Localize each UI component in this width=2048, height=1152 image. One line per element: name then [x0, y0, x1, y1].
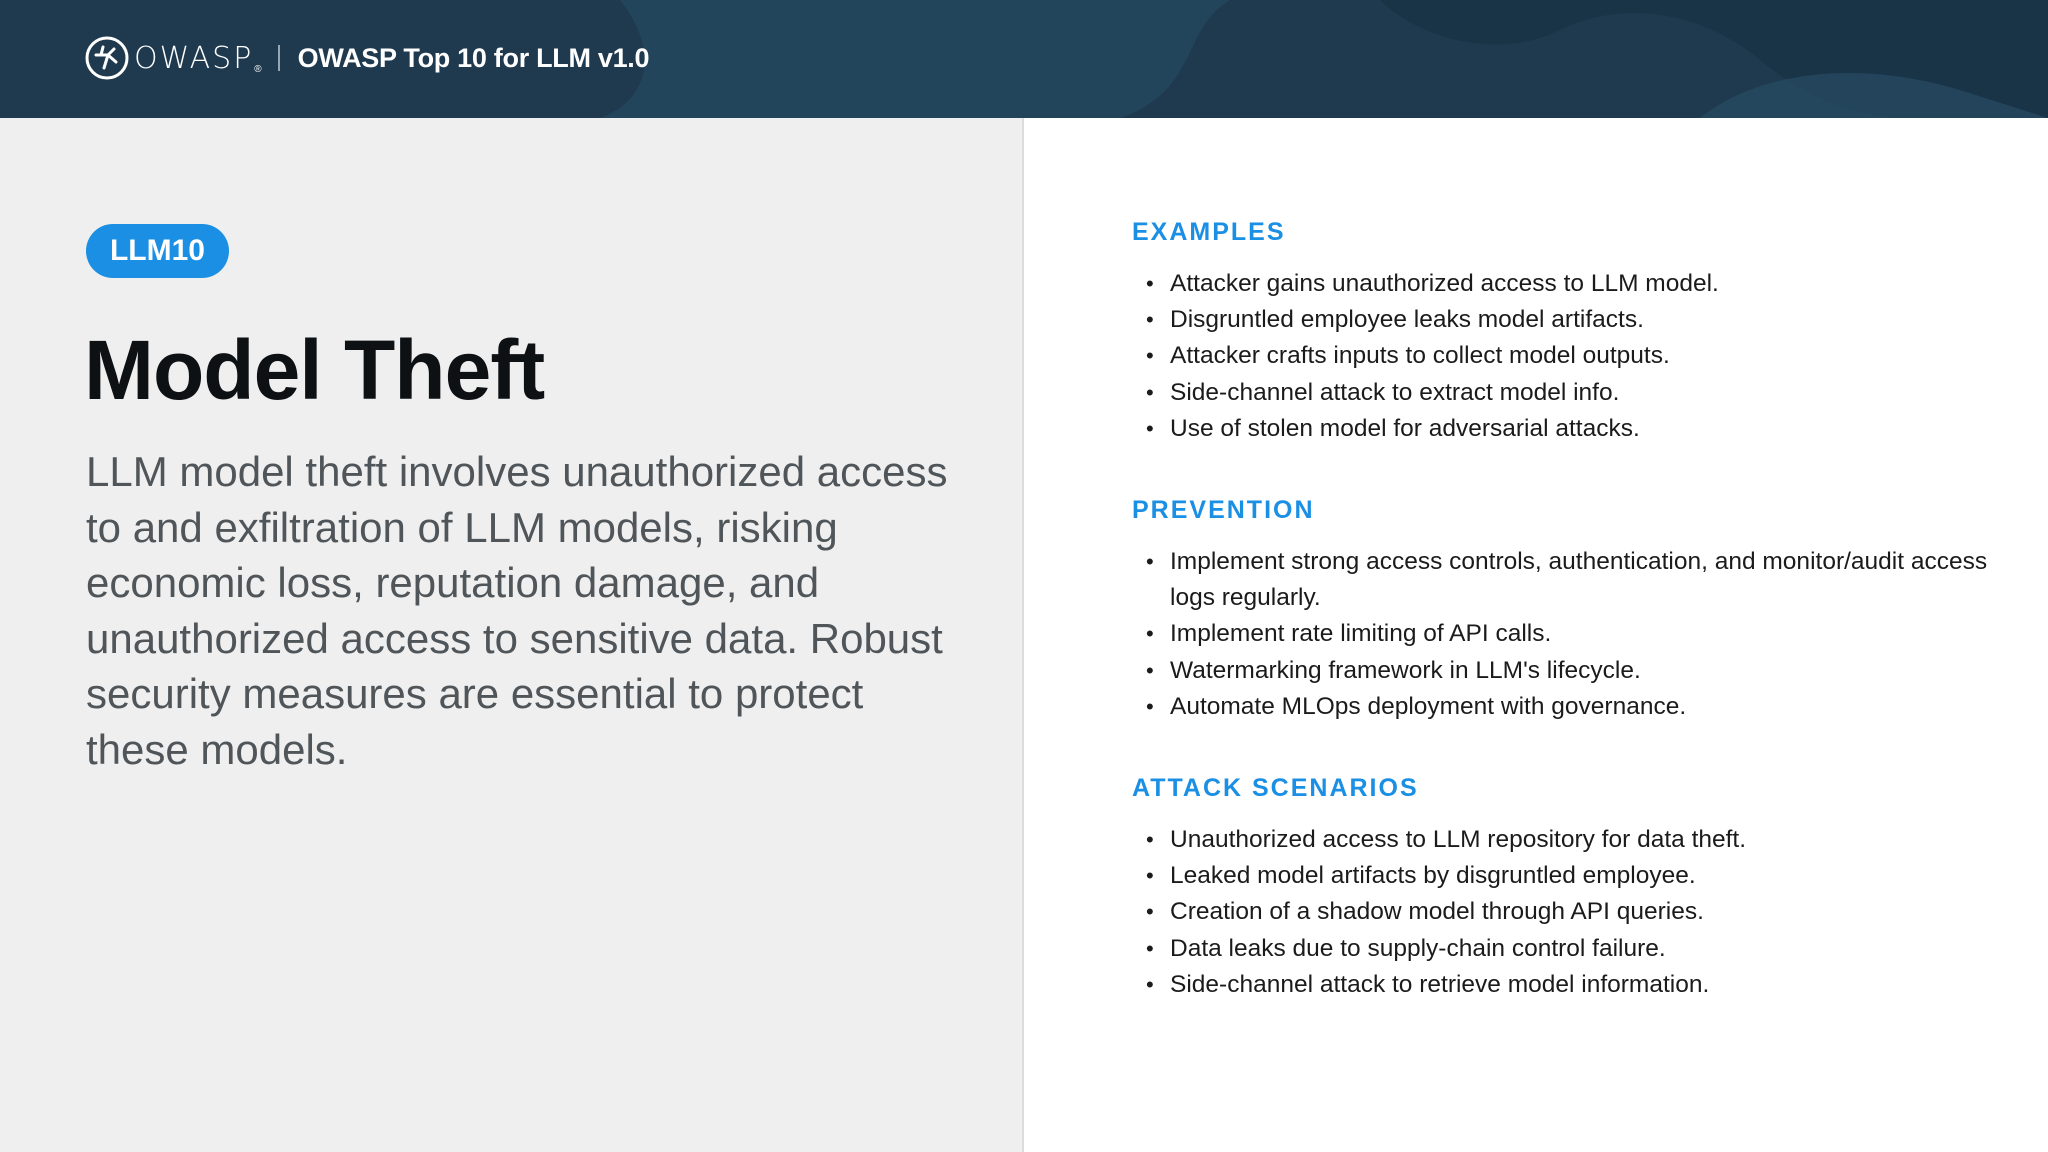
risk-id-badge: LLM10 [86, 224, 229, 278]
list-item: • Automate MLOps deployment with governance. [1132, 689, 1992, 725]
prevention-list [1132, 544, 1992, 725]
bullet-icon: • [1146, 549, 1154, 574]
header-separator [278, 45, 280, 71]
owasp-wasp-icon [84, 35, 130, 81]
header-bar [0, 0, 2048, 118]
list-item: • Side-channel attack to extract model info. [1132, 375, 1992, 411]
logo-wordmark: OWASP [134, 40, 254, 76]
list-item: • Attacker gains unauthorized access to LLM model. [1132, 266, 1992, 302]
bullet-icon: • [1146, 899, 1154, 925]
section-heading-examples: EXAMPLES [1132, 218, 1286, 246]
registered-mark: ® [254, 63, 262, 75]
section-heading-prevention: PREVENTION [1132, 496, 1315, 524]
bullet-icon: • [1146, 971, 1154, 997]
list-item: • Data leaks due to supply-chain control failure. [1132, 931, 1992, 967]
section-heading-attack-scenarios: ATTACK SCENARIOS [1132, 774, 1419, 802]
list-item: • Implement rate limiting of API calls. [1132, 616, 1992, 652]
list-item: • Watermarking framework in LLM's lifecycle. [1132, 653, 1992, 689]
list-item: • Attacker crafts inputs to collect model outputs. [1132, 338, 1992, 374]
bullet-icon: • [1146, 657, 1154, 683]
bullet-icon: • [1146, 621, 1154, 647]
examples-list [1132, 266, 1992, 447]
bullet-icon: • [1146, 307, 1154, 333]
bullet-icon: • [1146, 693, 1154, 719]
list-item: • Use of stolen model for adversarial attacks. [1132, 411, 1992, 447]
list-item: • Disgruntled employee leaks model artifacts. [1132, 302, 1992, 338]
list-item: • Implement strong access controls, authentication, and monitor/audit access logs regularly. [1132, 544, 1992, 616]
bullet-icon: • [1146, 415, 1154, 441]
list-item: • Side-channel attack to retrieve model information. [1132, 967, 1992, 1003]
list-item: • Unauthorized access to LLM repository for data theft. [1132, 822, 1992, 858]
brand [84, 34, 649, 82]
risk-description: LLM model theft involves unauthorized access to and exfiltration of LLM models, risking economic loss, reputation damage, and unauthorized access to sensitive data. Robust security measures are essential to protect these models. [86, 448, 948, 773]
attack-scenarios-list [1132, 822, 1992, 1003]
panel-divider [1022, 118, 1024, 1152]
bullet-icon: • [1146, 271, 1154, 296]
list-item: • Leaked model artifacts by disgruntled employee. [1132, 858, 1992, 894]
bullet-icon: • [1146, 863, 1154, 889]
bullet-icon: • [1146, 827, 1154, 852]
bullet-icon: • [1146, 343, 1154, 369]
page-title: Model Theft [84, 323, 545, 417]
bullet-icon: • [1146, 379, 1154, 405]
list-item: • Creation of a shadow model through API queries. [1132, 894, 1992, 930]
bullet-icon: • [1146, 935, 1154, 961]
header-title: OWASP Top 10 for LLM v1.0 [297, 42, 650, 73]
